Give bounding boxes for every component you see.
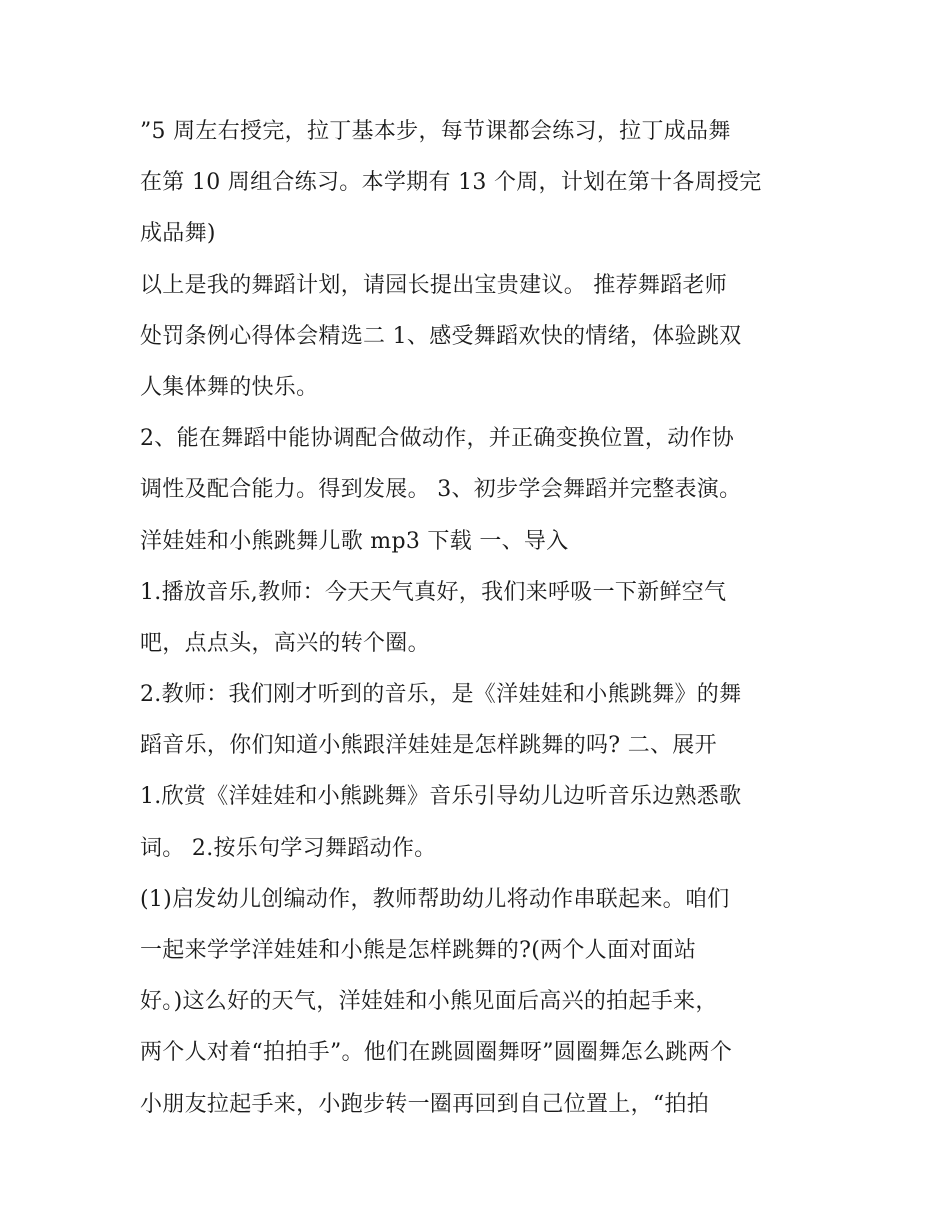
text-line: 小朋友拉起手来，小跑步转一圈再回到自己位置上，“拍拍 [140,1091,710,1117]
document-body [140,106,820,1130]
text-line: 词。 2.按乐句学习舞蹈动作。 [140,835,437,861]
text-line: 成品舞) [140,221,216,247]
text-line: 洋娃娃和小熊跳舞儿歌 mp3 下载 一、导入 [140,528,569,554]
text-line: 2、能在舞蹈中能协调配合做动作，并正确变换位置，动作协 [140,426,735,452]
text-line: ”5 周左右授完，拉丁基本步，每节课都会练习，拉丁成品舞 [140,119,731,144]
text-line: 2.教师：我们刚才听到的音乐，是《洋娃娃和小熊跳舞》的舞 [140,682,742,708]
text-line: 一起来学学洋娃娃和小熊是怎样跳舞的?(两个人面对面站 [140,938,697,963]
text-line: 两个人对着“拍拍手”。他们在跳圆圈舞呀”圆圈舞怎么跳两个 [140,1040,733,1066]
text-line: 以上是我的舞蹈计划，请园长提出宝贵建议。 推荐舞蹈老师 [140,272,728,298]
text-line: 蹈音乐，你们知道小熊跟洋娃娃是怎样跳舞的吗? 二、展开 [140,733,717,759]
text-line: 处罚条例心得体会精选二 1、感受舞蹈欢快的情绪，体验跳双 [140,323,742,349]
text-line: 人集体舞的快乐。 [140,374,319,400]
text-line: 在第 10 周组合练习。本学期有 13 个周，计划在第十各周授完 [140,170,762,196]
text-line: 1.播放音乐,教师：今天天气真好，我们来呼吸一下新鲜空气 [140,579,727,605]
text-line: 好。)这么好的天气，洋娃娃和小熊见面后高兴的拍起手来， [140,989,718,1015]
text-line: 调性及配合能力。得到发展。 3、初步学会舞蹈并完整表演。 [140,477,742,503]
text-line: (1)启发幼儿创编动作，教师帮助幼儿将动作串联起来。咱们 [140,886,730,912]
text-line: 1.欣赏《洋娃娃和小熊跳舞》音乐引导幼儿边听音乐边熟悉歌 [140,784,742,810]
text-line: 吧，点点头，高兴的转个圈。 [140,630,430,656]
